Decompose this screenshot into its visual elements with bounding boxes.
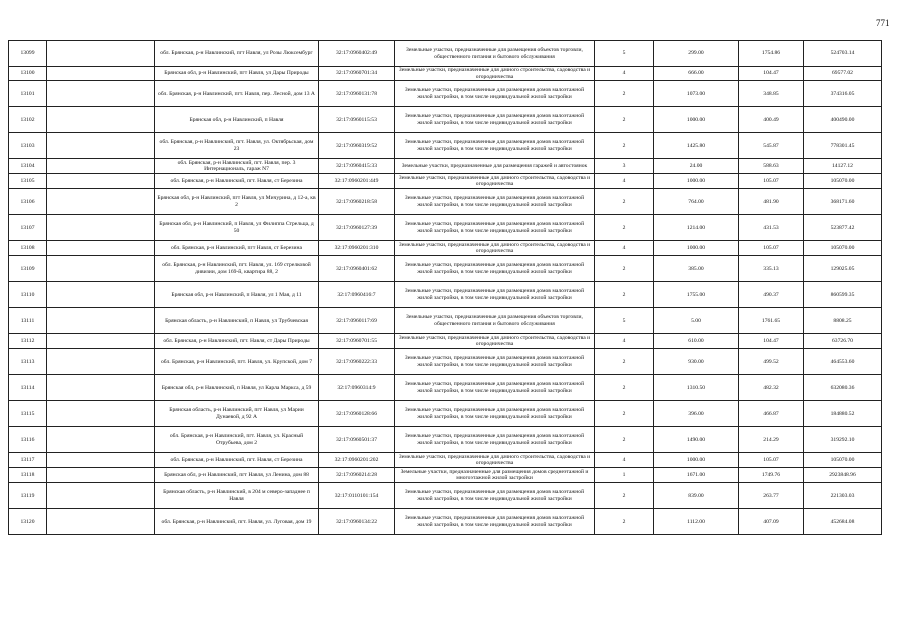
- cadastral-value-cell: 184880.52: [804, 401, 882, 427]
- blank-cell: [47, 159, 155, 174]
- specific-value-cell: 481.90: [739, 189, 804, 215]
- blank-cell: [47, 215, 155, 241]
- cadastral-value-cell: 221303.03: [804, 483, 882, 509]
- cadastral-value-cell: 69577.02: [804, 67, 882, 81]
- row-number-cell: 13115: [9, 401, 47, 427]
- land-use-cell: Земельные участки, предназначенные для размещения гаражей и автостоянок: [395, 159, 595, 174]
- area-cell: 1310.50: [654, 375, 739, 401]
- blank-cell: [47, 453, 155, 468]
- specific-value-cell: 400.49: [739, 107, 804, 133]
- cadastral-number-cell: 32:17:0960402:49: [319, 41, 395, 67]
- table-row: [9, 468, 882, 483]
- specific-value-cell: 1749.76: [739, 468, 804, 483]
- blank-cell: [47, 509, 155, 535]
- specific-value-cell: 263.77: [739, 483, 804, 509]
- use-group-cell: 5: [595, 308, 654, 334]
- use-group-cell: 2: [595, 483, 654, 509]
- table-row: [9, 375, 882, 401]
- address-cell: обл. Брянская, р-н Навлинский, пгт. Навля, ст Березина: [155, 453, 319, 468]
- blank-cell: [47, 427, 155, 453]
- specific-value-cell: 105.07: [739, 453, 804, 468]
- address-cell: Брянская обл, р-н Навлинский, пгт Навля, ул Дары Природы: [155, 67, 319, 81]
- use-group-cell: 1: [595, 468, 654, 483]
- address-cell: обл. Брянская, р-н Навлинский, пгт. Навля, ст Дары Природы: [155, 334, 319, 349]
- blank-cell: [47, 174, 155, 189]
- table-row: [9, 427, 882, 453]
- row-number-cell: 13109: [9, 256, 47, 282]
- table-row: [9, 241, 882, 256]
- table-row: [9, 215, 882, 241]
- cadastral-value-cell: 63726.70: [804, 334, 882, 349]
- use-group-cell: 2: [595, 509, 654, 535]
- land-use-cell: Земельные участки, предназначенные для размещения домов малоэтажной жилой застройки, в том числе индивидуальной жилой застройки: [395, 509, 595, 535]
- land-use-cell: Земельные участки, предназначенные для размещения домов малоэтажной жилой застройки, в том числе индивидуальной жилой застройки: [395, 483, 595, 509]
- cadastral-number-cell: 32:17:0960701:34: [319, 67, 395, 81]
- table-row: [9, 81, 882, 107]
- cadastral-number-cell: 32:17:0960415:33: [319, 159, 395, 174]
- row-number-cell: 13117: [9, 453, 47, 468]
- cadastral-number-cell: 32:17:0960314:9: [319, 375, 395, 401]
- address-cell: обл. Брянская, р-н Навлинский, пгт. Навля, ул. Октябрьская, дом 23: [155, 133, 319, 159]
- cadastral-value-cell: 105070.00: [804, 453, 882, 468]
- blank-cell: [47, 241, 155, 256]
- cadastral-number-cell: 32:17:0960214:28: [319, 468, 395, 483]
- use-group-cell: 4: [595, 334, 654, 349]
- cadastral-value-cell: 524703.14: [804, 41, 882, 67]
- table-row: [9, 282, 882, 308]
- blank-cell: [47, 81, 155, 107]
- blank-cell: [47, 334, 155, 349]
- address-cell: обл. Брянская, р-н Навлинский, пгт Навля, ст Березина: [155, 241, 319, 256]
- cadastral-number-cell: 32:17:0960115:53: [319, 107, 395, 133]
- address-cell: обл. Брянская, р-н Навлинский, пгт. Навля, ул. Крупской, дом 7: [155, 349, 319, 375]
- row-number-cell: 13100: [9, 67, 47, 81]
- use-group-cell: 3: [595, 159, 654, 174]
- row-number-cell: 13116: [9, 427, 47, 453]
- blank-cell: [47, 256, 155, 282]
- blank-cell: [47, 107, 155, 133]
- address-cell: Брянская обл, р-н Навлинский, пгт Навля, ул Мичурина, д 12-а, кв 2: [155, 189, 319, 215]
- use-group-cell: 2: [595, 189, 654, 215]
- land-use-cell: Земельные участки, предназначенные для размещения домов малоэтажной жилой застройки, в том числе индивидуальной жилой застройки: [395, 81, 595, 107]
- use-group-cell: 4: [595, 453, 654, 468]
- cadastral-number-cell: 32:17:0960222:33: [319, 349, 395, 375]
- area-cell: 24.00: [654, 159, 739, 174]
- blank-cell: [47, 483, 155, 509]
- row-number-cell: 13120: [9, 509, 47, 535]
- land-use-cell: Земельные участки, предназначенные для размещения домов малоэтажной жилой застройки, в том числе индивидуальной жилой застройки: [395, 215, 595, 241]
- land-use-cell: Земельные участки, предназначенные для размещения домов малоэтажной жилой застройки, в том числе индивидуальной жилой застройки: [395, 375, 595, 401]
- table-row: [9, 483, 882, 509]
- cadastral-registry-table: [8, 40, 882, 535]
- specific-value-cell: 105.07: [739, 241, 804, 256]
- use-group-cell: 4: [595, 241, 654, 256]
- address-cell: Брянская обл, р-н Навлинский, пгт Навля, ул Ленина, дом 88: [155, 468, 319, 483]
- land-use-cell: Земельные участки, предназначенные для размещения домов малоэтажной жилой застройки, в том числе индивидуальной жилой застройки: [395, 427, 595, 453]
- cadastral-value-cell: 8808.25: [804, 308, 882, 334]
- specific-value-cell: 335.13: [739, 256, 804, 282]
- use-group-cell: 4: [595, 67, 654, 81]
- cadastral-number-cell: 32:17:0960416:7: [319, 282, 395, 308]
- blank-cell: [47, 468, 155, 483]
- table-row: [9, 107, 882, 133]
- cadastral-number-cell: 32:17:0960201:310: [319, 241, 395, 256]
- land-use-cell: Земельные участки, предназначенные для размещения домов малоэтажной жилой застройки, в том числе индивидуальной жилой застройки: [395, 133, 595, 159]
- cadastral-number-cell: 32:17:0960117:69: [319, 308, 395, 334]
- table-row: [9, 67, 882, 81]
- cadastral-value-cell: 523877.42: [804, 215, 882, 241]
- row-number-cell: 13110: [9, 282, 47, 308]
- area-cell: 839.00: [654, 483, 739, 509]
- specific-value-cell: 348.85: [739, 81, 804, 107]
- use-group-cell: 2: [595, 133, 654, 159]
- land-use-cell: Земельные участки, предназначенные для размещения домов малоэтажной жилой застройки, в том числе индивидуальной жилой застройки: [395, 349, 595, 375]
- table-row: [9, 174, 882, 189]
- cadastral-value-cell: 452684.08: [804, 509, 882, 535]
- area-cell: 1755.00: [654, 282, 739, 308]
- cadastral-number-cell: 32:17:0960127:39: [319, 215, 395, 241]
- cadastral-value-cell: 464553.60: [804, 349, 882, 375]
- cadastral-number-cell: 32:17:0960401:62: [319, 256, 395, 282]
- address-cell: обл. Брянская, р-н Навлинский, пгт. Навля, ст Березина: [155, 174, 319, 189]
- use-group-cell: 2: [595, 375, 654, 401]
- land-use-cell: Земельные участки, предназначенные для размещения домов среднеэтажной и многоэтажной жилой застройки: [395, 468, 595, 483]
- cadastral-value-cell: 14127.12: [804, 159, 882, 174]
- address-cell: Брянская обл, р-н Навлинский, п Навля, ул 1 Мая, д 11: [155, 282, 319, 308]
- row-number-cell: 13114: [9, 375, 47, 401]
- area-cell: 610.00: [654, 334, 739, 349]
- specific-value-cell: 588.63: [739, 159, 804, 174]
- specific-value-cell: 466.87: [739, 401, 804, 427]
- area-cell: 385.00: [654, 256, 739, 282]
- row-number-cell: 13118: [9, 468, 47, 483]
- cadastral-number-cell: 32:17:0960701:55: [319, 334, 395, 349]
- land-use-cell: Земельные участки, предназначенные для дачного строительства, садоводства и огородничества: [395, 67, 595, 81]
- address-cell: обл. Брянская, р-н Навлинский, пгт. Навля, ул. Луговая, дом 19: [155, 509, 319, 535]
- area-cell: 930.00: [654, 349, 739, 375]
- use-group-cell: 2: [595, 256, 654, 282]
- land-use-cell: Земельные участки, предназначенные для размещения домов малоэтажной жилой застройки, в том числе индивидуальной жилой застройки: [395, 256, 595, 282]
- use-group-cell: 2: [595, 81, 654, 107]
- blank-cell: [47, 41, 155, 67]
- address-cell: обл. Брянская, р-н Навлинский, пгт. Навля, ул. Красный Отрубьева, дом 2: [155, 427, 319, 453]
- specific-value-cell: 1754.86: [739, 41, 804, 67]
- cadastral-number-cell: 32:17:0110101:154: [319, 483, 395, 509]
- row-number-cell: 13107: [9, 215, 47, 241]
- land-use-cell: Земельные участки, предназначенные для размещения домов малоэтажной жилой застройки, в том числе индивидуальной жилой застройки: [395, 107, 595, 133]
- use-group-cell: 5: [595, 41, 654, 67]
- table-row: [9, 41, 882, 67]
- address-cell: Брянская область, р-н Навлинский, п Навля, ул Трубчевская: [155, 308, 319, 334]
- row-number-cell: 13111: [9, 308, 47, 334]
- specific-value-cell: 545.87: [739, 133, 804, 159]
- area-cell: 1214.00: [654, 215, 739, 241]
- area-cell: 1112.00: [654, 509, 739, 535]
- land-use-cell: Земельные участки, предназначенные для размещения домов малоэтажной жилой застройки, в том числе индивидуальной жилой застройки: [395, 189, 595, 215]
- row-number-cell: 13106: [9, 189, 47, 215]
- row-number-cell: 13105: [9, 174, 47, 189]
- area-cell: 1073.00: [654, 81, 739, 107]
- blank-cell: [47, 349, 155, 375]
- cadastral-value-cell: 105070.00: [804, 241, 882, 256]
- area-cell: 764.00: [654, 189, 739, 215]
- blank-cell: [47, 67, 155, 81]
- cadastral-number-cell: 32:17:0960319:52: [319, 133, 395, 159]
- specific-value-cell: 499.52: [739, 349, 804, 375]
- address-cell: обл. Брянская, р-н Навлинский, пгт. Навля, пер. 3 Интернациональ, гараж N7: [155, 159, 319, 174]
- land-use-cell: Земельные участки, предназначенные для размещения домов малоэтажной жилой застройки, в том числе индивидуальной жилой застройки: [395, 401, 595, 427]
- specific-value-cell: 214.29: [739, 427, 804, 453]
- row-number-cell: 13119: [9, 483, 47, 509]
- row-number-cell: 13113: [9, 349, 47, 375]
- cadastral-value-cell: 400490.00: [804, 107, 882, 133]
- area-cell: 1000.00: [654, 453, 739, 468]
- specific-value-cell: 482.32: [739, 375, 804, 401]
- use-group-cell: 2: [595, 401, 654, 427]
- table-row: [9, 256, 882, 282]
- address-cell: Брянская область, р-н Навлинский, пгт Навля, ул Марии Дунаевой, д 92 А: [155, 401, 319, 427]
- cadastral-value-cell: 129025.05: [804, 256, 882, 282]
- area-cell: 1000.00: [654, 241, 739, 256]
- area-cell: 299.00: [654, 41, 739, 67]
- land-use-cell: Земельные участки, предназначенные для дачного строительства, садоводства и огородничества: [395, 453, 595, 468]
- blank-cell: [47, 308, 155, 334]
- use-group-cell: 2: [595, 349, 654, 375]
- area-cell: 5.00: [654, 308, 739, 334]
- row-number-cell: 13103: [9, 133, 47, 159]
- cadastral-value-cell: 632080.36: [804, 375, 882, 401]
- cadastral-number-cell: 32:17:0960134:22: [319, 509, 395, 535]
- cadastral-value-cell: 2923848.96: [804, 468, 882, 483]
- address-cell: обл. Брянская, р-н Навлинский, пгт. Навля, пер. Лесной, дом 13 А: [155, 81, 319, 107]
- table-row: [9, 308, 882, 334]
- cadastral-number-cell: 32:17:0960201:449: [319, 174, 395, 189]
- specific-value-cell: 104.47: [739, 334, 804, 349]
- land-use-cell: Земельные участки, предназначенные для дачного строительства, садоводства и огородничества: [395, 241, 595, 256]
- table-row: [9, 334, 882, 349]
- use-group-cell: 2: [595, 282, 654, 308]
- address-cell: Брянская обл, р-н Навлинский, п Навля: [155, 107, 319, 133]
- table-row: [9, 159, 882, 174]
- row-number-cell: 13102: [9, 107, 47, 133]
- area-cell: 666.00: [654, 67, 739, 81]
- area-cell: 1000.00: [654, 107, 739, 133]
- cadastral-value-cell: 860599.35: [804, 282, 882, 308]
- row-number-cell: 13099: [9, 41, 47, 67]
- area-cell: 1490.00: [654, 427, 739, 453]
- table-row: [9, 349, 882, 375]
- table-row: [9, 509, 882, 535]
- row-number-cell: 13101: [9, 81, 47, 107]
- specific-value-cell: 105.07: [739, 174, 804, 189]
- table-row: [9, 189, 882, 215]
- address-cell: Брянская обл, р-н Навлинский, п Навля, ул Филиппа Стрельца, д 50: [155, 215, 319, 241]
- land-use-cell: Земельные участки, предназначенные для размещения домов малоэтажной жилой застройки, в том числе индивидуальной жилой застройки: [395, 282, 595, 308]
- cadastral-number-cell: 32:17:0960501:37: [319, 427, 395, 453]
- specific-value-cell: 431.53: [739, 215, 804, 241]
- cadastral-value-cell: 105070.00: [804, 174, 882, 189]
- row-number-cell: 13112: [9, 334, 47, 349]
- area-cell: 1671.00: [654, 468, 739, 483]
- blank-cell: [47, 189, 155, 215]
- specific-value-cell: 104.47: [739, 67, 804, 81]
- area-cell: 1425.80: [654, 133, 739, 159]
- land-use-cell: Земельные участки, предназначенные для дачного строительства, садоводства и огородничества: [395, 174, 595, 189]
- specific-value-cell: 490.37: [739, 282, 804, 308]
- blank-cell: [47, 401, 155, 427]
- blank-cell: [47, 133, 155, 159]
- cadastral-number-cell: 32:17:0960131:78: [319, 81, 395, 107]
- page-number: 771: [876, 18, 890, 28]
- land-use-cell: Земельные участки, предназначенные для дачного строительства, садоводства и огородничества: [395, 334, 595, 349]
- use-group-cell: 4: [595, 174, 654, 189]
- use-group-cell: 2: [595, 427, 654, 453]
- cadastral-number-cell: 32:17:0960128:66: [319, 401, 395, 427]
- cadastral-number-cell: 32:17:0960201:202: [319, 453, 395, 468]
- cadastral-value-cell: 374316.05: [804, 81, 882, 107]
- cadastral-value-cell: 319292.10: [804, 427, 882, 453]
- use-group-cell: 2: [595, 215, 654, 241]
- address-cell: Брянская обл, р-н Навлинский, п Навля, ул Карла Маркса, д 59: [155, 375, 319, 401]
- row-number-cell: 13108: [9, 241, 47, 256]
- cadastral-value-cell: 778301.45: [804, 133, 882, 159]
- cadastral-value-cell: 368171.60: [804, 189, 882, 215]
- address-cell: обл. Брянская, р-н Навлинский, пгт. Навля, ул. 169 стрелковой дивизии, дом 169-й, квартира 88, 2: [155, 256, 319, 282]
- blank-cell: [47, 282, 155, 308]
- table-row: [9, 133, 882, 159]
- table-body: [9, 41, 882, 535]
- land-use-cell: Земельные участки, предназначенные для размещения объектов торговли, общественного питания и бытового обслуживания: [395, 308, 595, 334]
- address-cell: Брянская область, р-н Навлинский, в 204 м северо-западнее п Навля: [155, 483, 319, 509]
- use-group-cell: 2: [595, 107, 654, 133]
- specific-value-cell: 1761.65: [739, 308, 804, 334]
- cadastral-number-cell: 32:17:0960218:58: [319, 189, 395, 215]
- area-cell: 396.00: [654, 401, 739, 427]
- area-cell: 1000.00: [654, 174, 739, 189]
- specific-value-cell: 407.09: [739, 509, 804, 535]
- land-use-cell: Земельные участки, предназначенные для размещения объектов торговли, общественного питания и бытового обслуживания: [395, 41, 595, 67]
- blank-cell: [47, 375, 155, 401]
- table-row: [9, 401, 882, 427]
- address-cell: обл. Брянская, р-н Навлинский, пгт Навля, ул Розы Люксембург: [155, 41, 319, 67]
- row-number-cell: 13104: [9, 159, 47, 174]
- table-row: [9, 453, 882, 468]
